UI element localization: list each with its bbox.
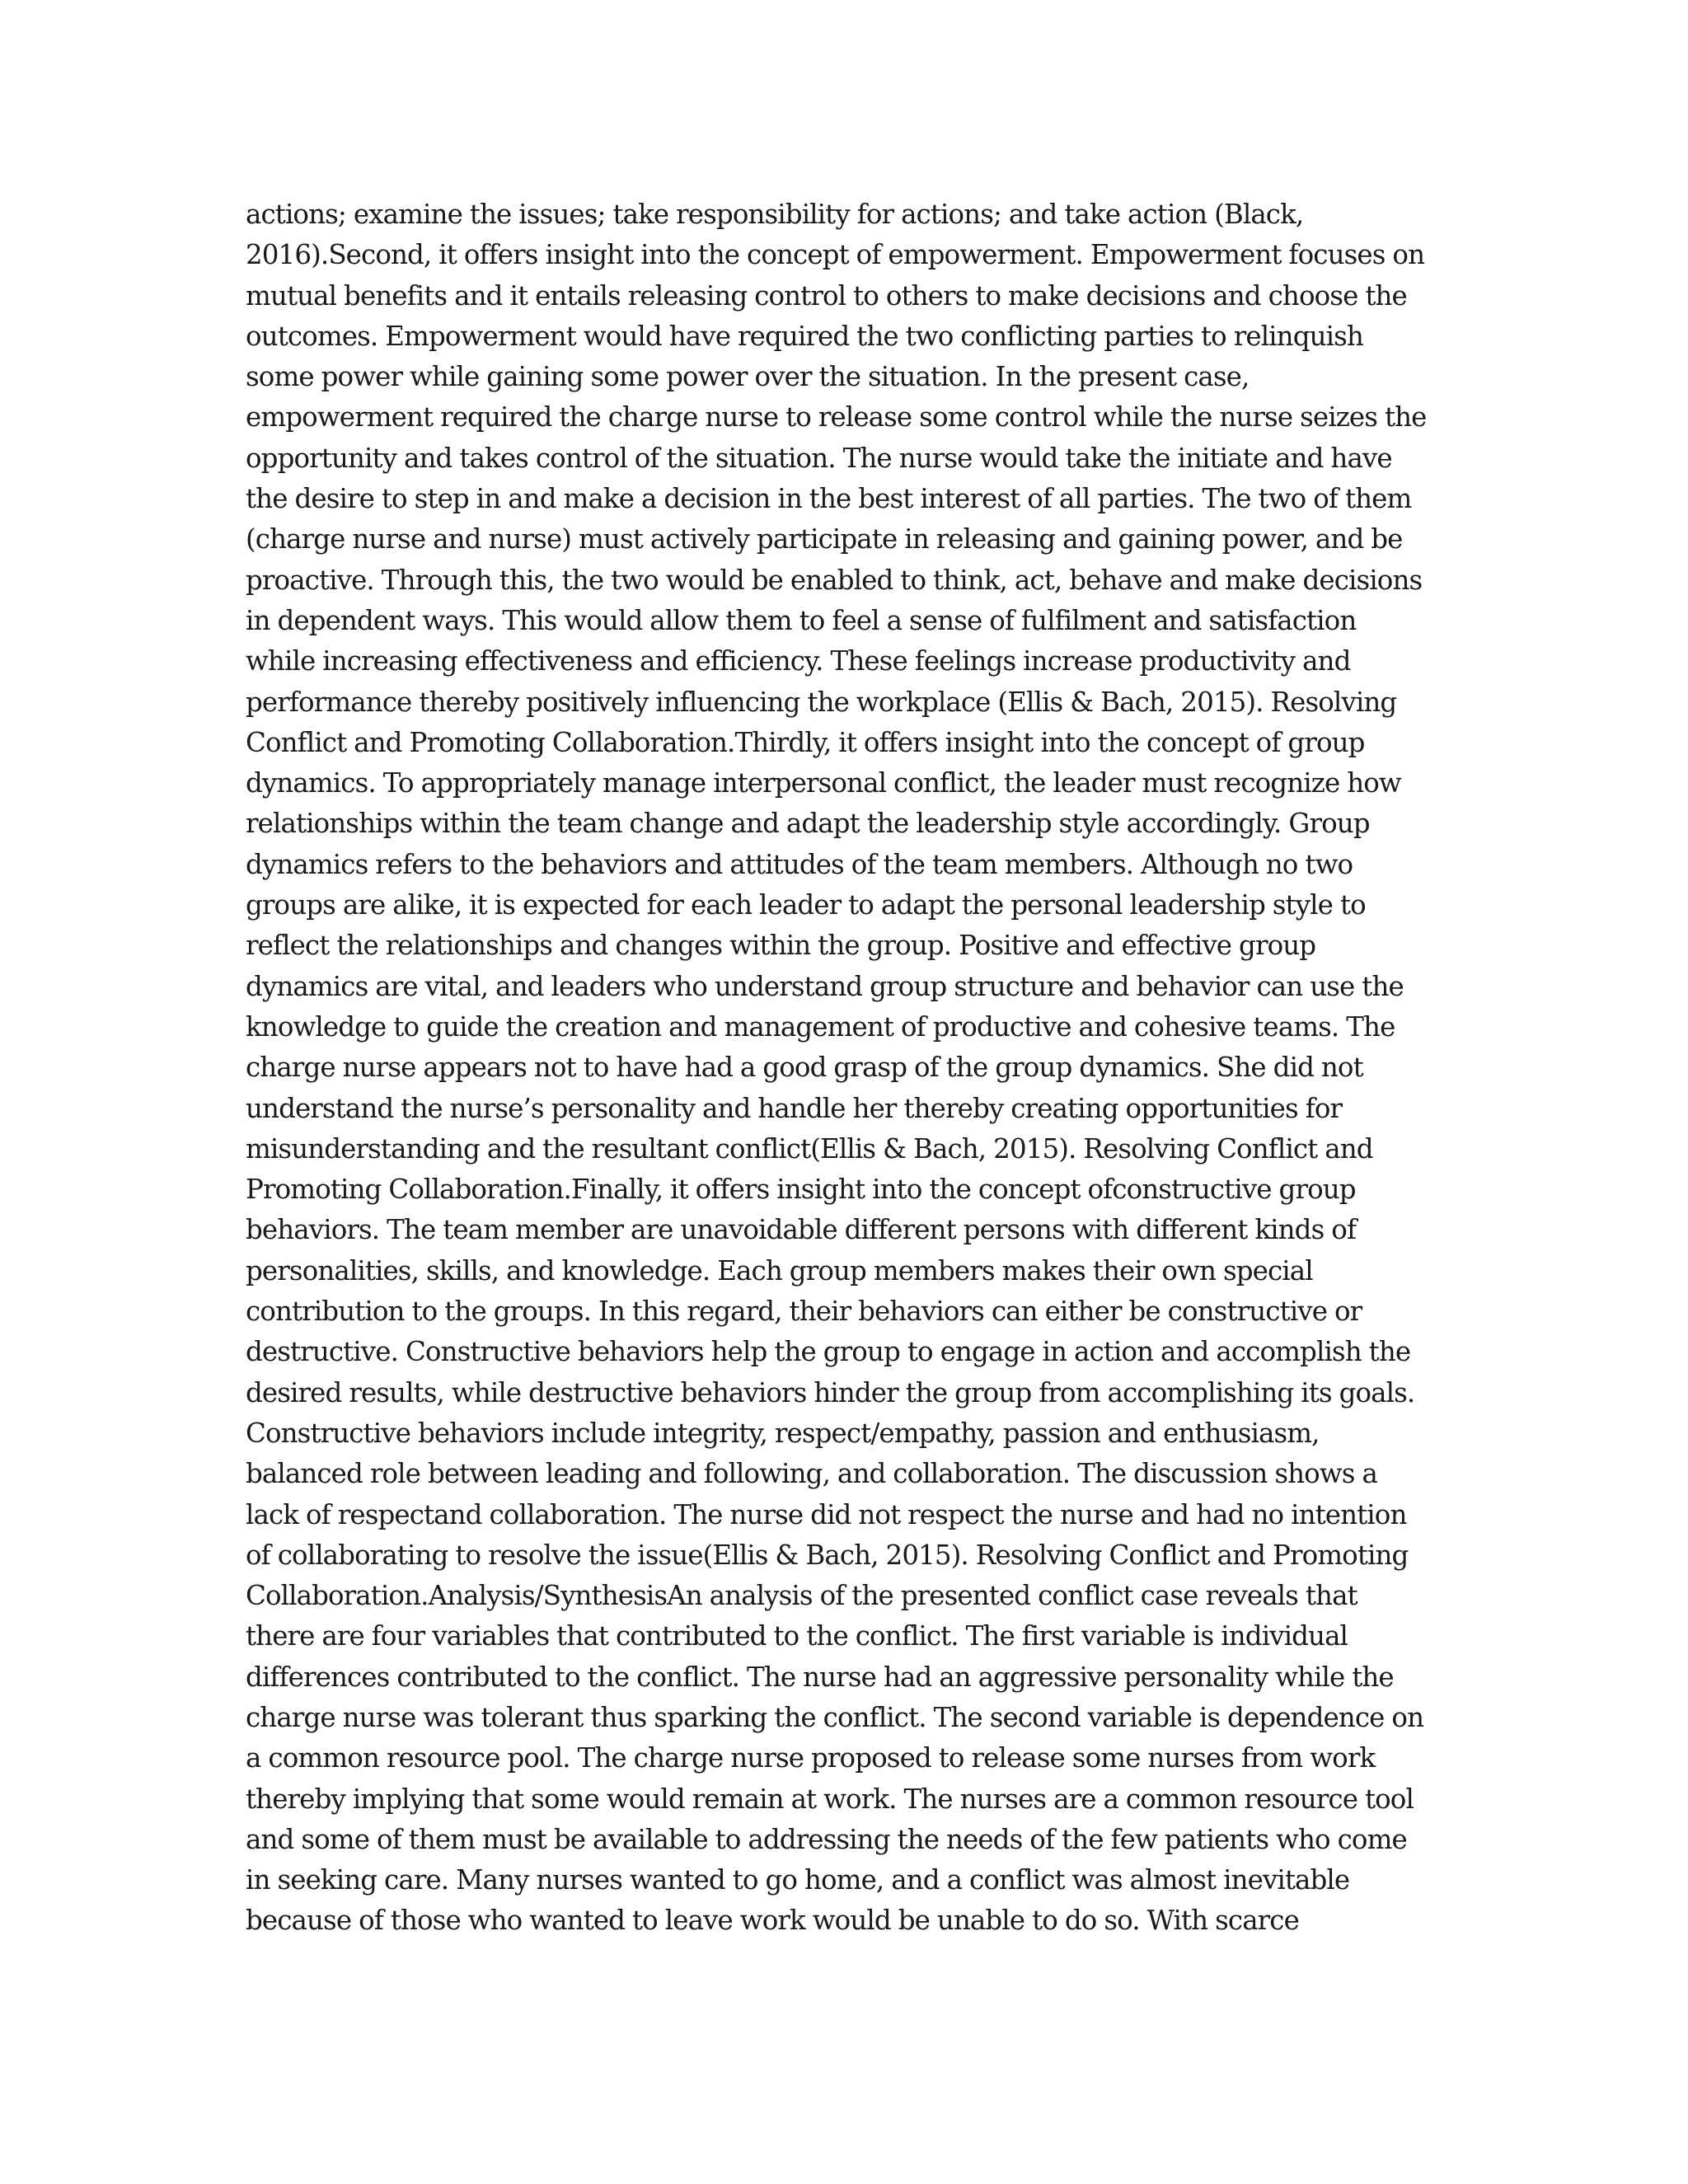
text-line: Conflict and Promoting Collaboration.Thirdly, it offers insight into the concept of group	[246, 726, 1365, 758]
text-line: a common resource pool. The charge nurse proposed to release some nurses from work	[246, 1742, 1376, 1774]
text-line: groups are alike, it is expected for each leader to adapt the personal leadership style to	[246, 889, 1366, 921]
text-line: actions; examine the issues; take responsibility for actions; and take action (Black,	[246, 199, 1304, 230]
text-line: lack of respectand collaboration. The nurse did not respect the nurse and had no intention	[246, 1498, 1407, 1530]
text-line: behaviors. The team member are unavoidable different persons with different kinds of	[246, 1214, 1357, 1246]
text-line: outcomes. Empowerment would have required the two conflicting parties to relinquish	[246, 320, 1363, 352]
text-line: dynamics are vital, and leaders who understand group structure and behavior can use the	[246, 970, 1404, 1002]
text-line: understand the nurse’s personality and handle her thereby creating opportunities for	[246, 1092, 1343, 1124]
text-line: the desire to step in and make a decision in the best interest of all parties. The two of them	[246, 483, 1412, 515]
text-line: misunderstanding and the resultant conflict(Ellis & Bach, 2015). Resolving Conflict and	[246, 1132, 1373, 1165]
text-line: reflect the relationships and changes within the group. Positive and effective group	[246, 930, 1316, 962]
text-line: empowerment required the charge nurse to release some control while the nurse seizes the	[246, 401, 1427, 434]
body-paragraph	[246, 194, 1449, 1942]
text-line: (charge nurse and nurse) must actively participate in releasing and gaining power, and be	[246, 523, 1403, 555]
text-line: dynamics refers to the behaviors and attitudes of the team members. Although no two	[246, 848, 1353, 880]
text-line: knowledge to guide the creation and management of productive and cohesive teams. The	[246, 1010, 1395, 1043]
text-line: balanced role between leading and following, and collaboration. The discussion shows a	[246, 1458, 1377, 1490]
text-line: charge nurse was tolerant thus sparking the conflict. The second variable is dependence on	[246, 1701, 1424, 1733]
text-line: in seeking care. Many nurses wanted to go home, and a conflict was almost inevitable	[246, 1864, 1350, 1896]
text-line: while increasing effectiveness and efficiency. These feelings increase productivity and	[246, 645, 1351, 677]
text-line: because of those who wanted to leave work would be unable to do so. With scarce	[246, 1905, 1299, 1937]
text-line: 2016).Second, it offers insight into the concept of empowerment. Empowerment focuses on	[246, 239, 1425, 271]
text-line: some power while gaining some power over the situation. In the present case,	[246, 361, 1250, 393]
text-line: there are four variables that contributed to the conflict. The first variable is individual	[246, 1620, 1348, 1652]
text-line: performance thereby positively influencing the workplace (Ellis & Bach, 2015). Resolving	[246, 686, 1397, 718]
text-line: of collaborating to resolve the issue(Ellis & Bach, 2015). Resolving Conflict and Promoting	[246, 1539, 1409, 1571]
text-line: Collaboration.Analysis/SynthesisAn analysis of the presented conflict case reveals that	[246, 1580, 1357, 1612]
text-line: opportunity and takes control of the situation. The nurse would take the initiate and have	[246, 442, 1392, 474]
text-line: Constructive behaviors include integrity, respect/empathy, passion and enthusiasm,	[246, 1417, 1320, 1449]
text-line: charge nurse appears not to have had a good grasp of the group dynamics. She did not	[246, 1052, 1363, 1084]
text-line: dynamics. To appropriately manage interpersonal conflict, the leader must recognize how	[246, 767, 1401, 799]
text-line: and some of them must be available to addressing the needs of the few patients who come	[246, 1823, 1407, 1855]
text-line: mutual benefits and it entails releasing control to others to make decisions and choose the	[246, 279, 1407, 312]
text-line: destructive. Constructive behaviors help the group to engage in action and accomplish the	[246, 1336, 1411, 1368]
text-line: contribution to the groups. In this regard, their behaviors can either be constructive or	[246, 1296, 1362, 1328]
text-line: thereby implying that some would remain at work. The nurses are a common resource tool	[246, 1783, 1414, 1815]
text-line: desired results, while destructive behaviors hinder the group from accomplishing its goals.	[246, 1376, 1415, 1408]
text-line: proactive. Through this, the two would be enabled to think, act, behave and make decisions	[246, 564, 1423, 596]
text-line: Promoting Collaboration.Finally, it offers insight into the concept ofconstructive group	[246, 1174, 1356, 1206]
text-line: relationships within the team change and adapt the leadership style accordingly. Group	[246, 808, 1370, 840]
text-line: differences contributed to the conflict. The nurse had an aggressive personality while the	[246, 1661, 1394, 1693]
text-line: in dependent ways. This would allow them to feel a sense of fulfilment and satisfaction	[246, 604, 1357, 636]
text-line: personalities, skills, and knowledge. Each group members makes their own special	[246, 1254, 1313, 1286]
